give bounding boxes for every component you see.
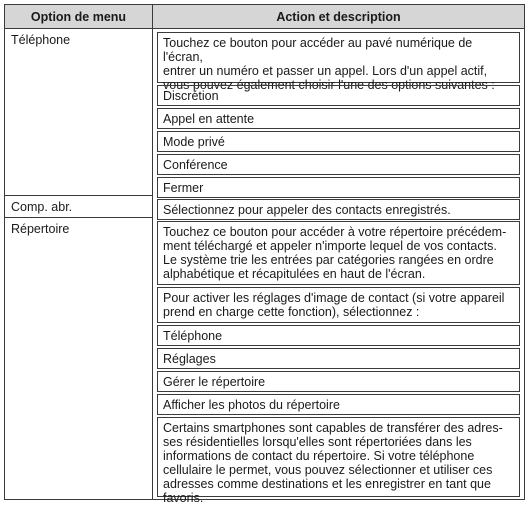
telephone-description: Touchez ce bouton pour accéder au pavé numérique de l'écran, entrer un numéro et passer un appel. Lors d'un appel actif, vous pouvez également choisir l'une des options suivantes : xyxy=(157,32,520,83)
repertoire-item-telephone: Téléphone xyxy=(157,325,520,346)
option-comp-abr: Comp. abr. xyxy=(5,196,153,218)
header-action: Action et description xyxy=(153,5,524,29)
repertoire-description: Touchez ce bouton pour accéder à votre répertoire précédem- ment téléchargé et appeler n'importe lequel de vos contacts. Le système trie les entrées par catégories rangées en ordre alphabétique et récapitulées en haut de l'écran. xyxy=(157,221,520,285)
repertoire-item-reglages: Réglages xyxy=(157,348,520,369)
repertoire-item-gerer: Gérer le répertoire xyxy=(157,371,520,392)
header-option: Option de menu xyxy=(5,5,153,29)
option-telephone: Téléphone xyxy=(5,29,153,196)
telephone-item-appel-en-attente: Appel en attente xyxy=(157,108,520,129)
telephone-item-discretion: Discrétion xyxy=(157,85,520,106)
telephone-item-conference: Conférence xyxy=(157,154,520,175)
repertoire-item-afficher-photos: Afficher les photos du répertoire xyxy=(157,394,520,415)
telephone-item-mode-prive: Mode privé xyxy=(157,131,520,152)
comp-abr-description: Sélectionnez pour appeler des contacts enregistrés. xyxy=(157,199,520,220)
option-repertoire: Répertoire xyxy=(5,218,153,500)
menu-options-table xyxy=(4,4,525,505)
repertoire-addresses-note: Certains smartphones sont capables de transférer des adres- ses résidentielles lorsqu'elles sont répertoriées dans les informations de contact du répertoire. Si votre téléphone cellulaire le permet, vous pouvez sélectionner et utiliser ces adresses comme destinations et les enregistrer en tant que favoris. xyxy=(157,417,520,497)
telephone-item-fermer: Fermer xyxy=(157,177,520,198)
repertoire-photo-settings: Pour activer les réglages d'image de contact (si votre appareil prend en charge cette fonction), sélectionnez : xyxy=(157,287,520,323)
